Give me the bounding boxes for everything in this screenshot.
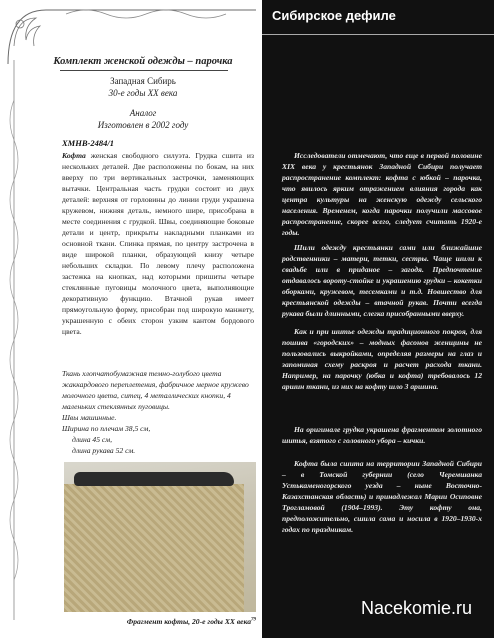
dimension-sleeve: длина рукава 52 см. (72, 446, 136, 455)
dimension-width: Ширина по плечам 38,5 см, (62, 424, 151, 433)
site-watermark: Nacekomie.ru (360, 598, 472, 618)
section-title: Сибирское дефиле (272, 8, 396, 23)
article-paragraph-2 (282, 242, 482, 319)
description-lead: Кофта (62, 151, 86, 160)
seams-text: Швы машинные. (62, 413, 117, 422)
right-page (262, 0, 494, 638)
article-paragraph-5 (282, 458, 482, 535)
item-materials (62, 368, 254, 456)
paragraph-text: На оригинале грудка украшена фрагментом золотного шитья, взятого с головного убора – кички. (282, 425, 482, 445)
item-period: 30-е годы XX века (108, 88, 178, 98)
ornament-frame-left (4, 60, 24, 620)
item-heading: Комплект женской одежды – парочка (53, 56, 233, 67)
fabric-text: Ткань хлопчатобумажная темно-голубого цвета жаккардового переплетения, фабричное мерное кружево молочного цвета, ситец, 4 металлических кнопки, 4 маленьких стеклянных пуговицы. (62, 369, 249, 411)
dimension-length: длина 45 см, (72, 435, 113, 444)
photo-caption (64, 617, 256, 626)
made-year: Изготовлен в 2002 году (97, 120, 189, 130)
garment-photo (64, 462, 256, 612)
caption-note: 79 (251, 617, 256, 623)
description-body: женская свободного силуэта. Грудка сшита из нескольких деталей. Две расположены по бокам, на них вверху по три вертикальных застрочки, заменяющих вытачки. Центральная часть грудки состоит из двух деталей: верхняя от горловины до линии груди украшена кружевом, нижняя деталь, немного шире, присобрана в месте соединения с грудкой. Швы, соединяющие боковые детали и центр, прикрыты накладными планками из основной ткани. Спинка прямая, по центру застрочена в виде широкой планки, образующей книзу четыре небольших складки. По левому плечу расположена застежка на кнопках, над которыми пришиты четыре стеклянные пуговицы молочного цвета, выполняющие декоративную функцию. Втачной рукав имеет прямоугольную форму, присобран под широкую манжету, украшенную с обеих сторон узким кантом бордового цвета. (62, 151, 254, 336)
article-paragraph-4 (282, 424, 482, 446)
paragraph-text: Как и при шитье одежды традиционного покроя, для пошива «городских» – модных фасонов женщины не пользовались выкройками, определяя размеры на глаз и запоминая схему раскроя и расчет расхода ткани. Например, на парочку (юбка и кофта) требовалось 12 аршин ткани, из них на кофту шло 3 аршина. (282, 327, 482, 391)
heading-rule (60, 70, 228, 71)
title-rule (262, 34, 494, 35)
embroidered-cloth (64, 484, 244, 612)
paragraph-text: Шили одежду крестьянки сами или ближайшие родственники – матери, тетки, сестры. Чаще шили к свадьбе или в приданое – загодя. Предпочтение отдавалось вороту-стойке и украшению грудки – кокетки оборками, кружевом, тесемками и т.д. Новшество для крестьянской одежды – втачной рукав. Почти всегда рукава были длинными, слегка присобранными вверху. (282, 243, 482, 318)
article-paragraph-3 (282, 326, 482, 392)
item-region: Западная Сибирь (110, 76, 176, 86)
paragraph-text: Кофта была сшита на территории Западной Сибири – в Томской губернии (село Черемшанка Устькаменогорского уезда – ныне Восточно-Казахстанская область) и принадлежал Марии Осиповне Трогламовой (1904–1993). Эту кофту она, предположительно, сшила сама и носила в 1920–1930-х годах по праздникам. (282, 459, 482, 534)
item-description (62, 150, 254, 337)
analog-label: Аналог (129, 108, 157, 118)
paragraph-text: Исследователи отмечают, что еще в первой половине XIX века у крестьянок Западной Сибири получает распространение комплект: кофта с юбкой – парочка, что явилось ярким отражением влияния города как центра культуры на женскую одежду сельского населения. Временем, когда парочки получили массовое распространение, скорее всего, следует считать 1920-е годы. (282, 151, 482, 237)
inventory-code: ХМНВ-2484/1 (62, 138, 114, 148)
dark-trim-band (74, 472, 234, 486)
article-paragraph-1 (282, 150, 482, 238)
caption-text: Фрагмент кофты, 20-е годы XX века (126, 617, 251, 626)
